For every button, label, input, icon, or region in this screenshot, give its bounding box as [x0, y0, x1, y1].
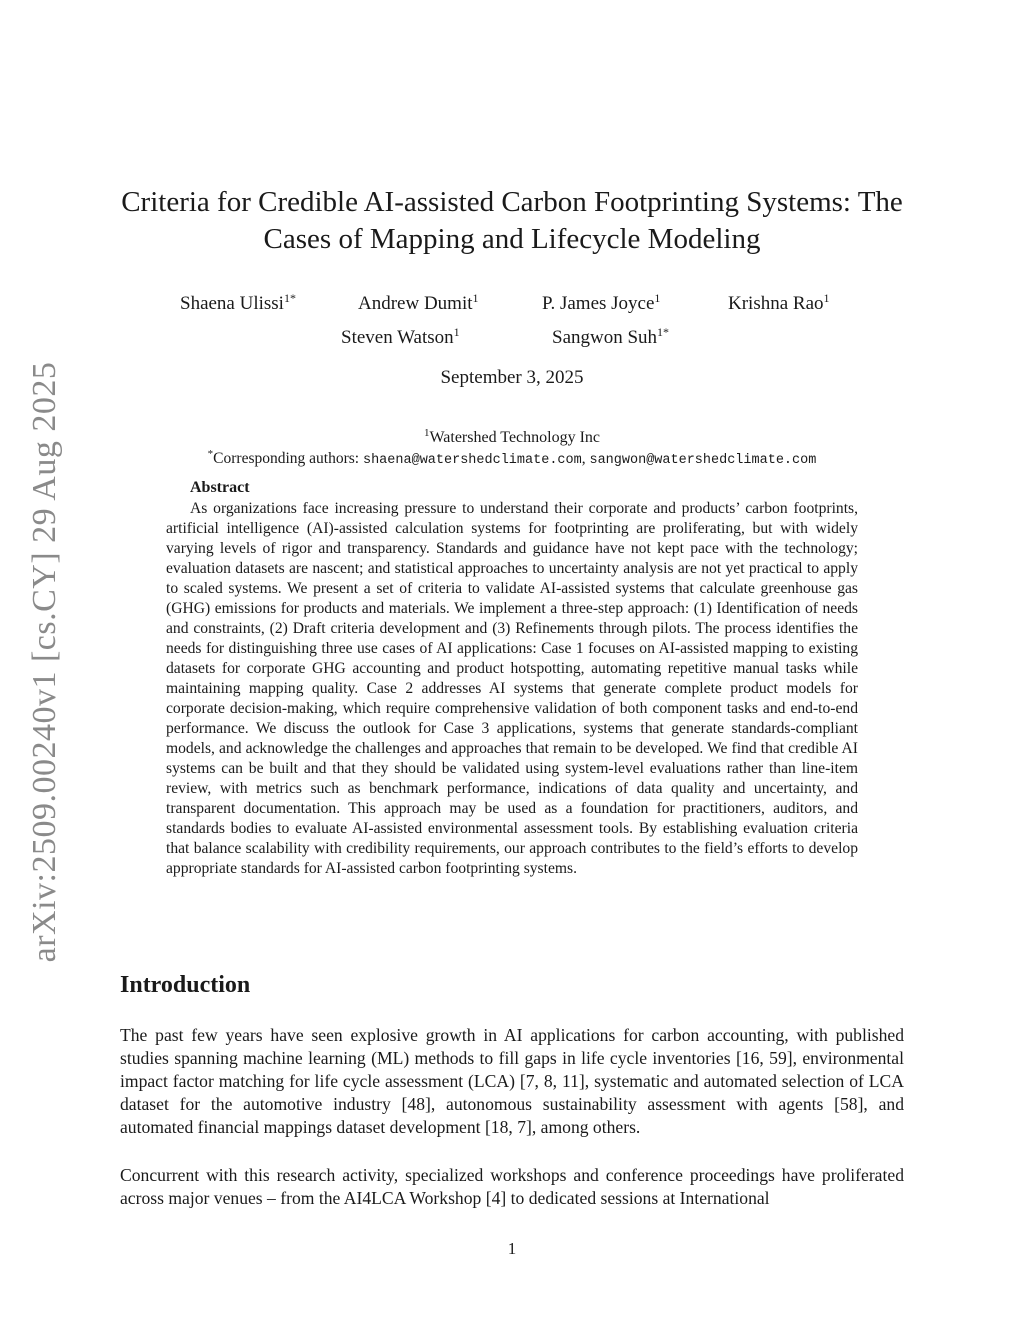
title-line-2: Cases of Mapping and Lifecycle Modeling — [263, 223, 761, 255]
author-name: Andrew Dumit — [358, 293, 473, 314]
corresponding-label: Corresponding authors: — [213, 450, 363, 467]
author — [358, 287, 479, 315]
title-line-1: Criteria for Credible AI-assisted Carbon Footprinting Systems: The — [121, 186, 903, 218]
author — [552, 321, 669, 349]
corresponding-authors — [0, 448, 1024, 468]
body-paragraph: Concurrent with this research activity, specialized workshops and conference proceedings have proliferated across major venues – from the AI4LCA Workshop [4] to dedicated sessions at International — [120, 1165, 904, 1208]
author-superscript: 1* — [283, 291, 296, 305]
author — [542, 287, 660, 315]
author — [728, 287, 830, 315]
author — [180, 287, 296, 315]
author-name: Sangwon Suh — [552, 327, 658, 348]
author-superscript: 1 — [453, 325, 460, 339]
author-superscript: 1* — [657, 325, 670, 339]
affiliation-text: Watershed Technology Inc — [429, 429, 601, 446]
section-heading-introduction: Introduction — [120, 972, 251, 998]
abstract-body: As organizations face increasing pressure to understand their corporate and products’ carbon footprints, artificial intelligence (AI)-assisted calculation systems for footprinting are proliferating, but with widely varying levels of rigor and transparency. Standards and guidance have not kept pace with the technology; evaluation datasets are nascent; and statistical approaches to uncertainty analysis are not yet practical to apply to scaled systems. We present a set of criteria to validate AI-assisted systems that calculate greenhouse gas (GHG) emissions for products and materials. We implement a three-step approach: (1) Identification of needs and constraints, (2) Draft criteria development and (3) Refinements through pilots. The process identifies the needs for distinguishing three use cases of AI applications: Case 1 focuses on AI-assisted mapping to existing datasets for corporate GHG accounting and product hotspotting, automating repetitive manual tasks while maintaining mapping quality. Case 2 addresses AI systems that generate complete product models for corporate decision-making, which require comprehensive validation of both component tasks and end-to-end performance. We discuss the outlook for Case 3 applications, systems that generate standards-compliant models, and acknowledge the challenges and approaches that remain to be developed. We find that credible AI systems can be built and that they should be validated using system-level evaluations rather than line-item review, with metrics such as benchmark performance, indications of data quality and uncertainty, and transparent documentation. This approach may be used as a foundation for practitioners, auditors, and standards bodies to evaluate AI-assisted environmental assessment tools. By establishing evaluation criteria that balance scalability with credibility requirements, our approach contributes to the field’s efforts to develop appropriate standards for AI-assisted carbon footprinting systems. — [166, 500, 858, 877]
email-link[interactable]: shaena@watershedclimate.com — [362, 453, 582, 468]
author-name: Shaena Ulissi — [180, 293, 284, 314]
email-separator: , — [581, 450, 590, 467]
page-number: 1 — [507, 1239, 517, 1258]
affiliation — [0, 427, 1024, 447]
arxiv-identifier: arXiv:2509.00240v1 [cs.CY] 29 Aug 2025 — [26, 361, 63, 963]
publication-date: September 3, 2025 — [440, 367, 584, 388]
author-name: Steven Watson — [341, 327, 454, 348]
paper-title — [100, 184, 924, 258]
author-name: Krishna Rao — [728, 293, 824, 314]
author-name: P. James Joyce — [542, 293, 655, 314]
email-link[interactable]: sangwon@watershedclimate.com — [589, 453, 817, 468]
author-superscript: 1 — [654, 291, 661, 305]
author-superscript: 1 — [823, 291, 830, 305]
affiliation-superscript: 1 — [423, 427, 430, 439]
author — [341, 321, 460, 349]
body-paragraph: The past few years have seen explosive growth in AI applications for carbon accounting, with published studies spanning machine learning (ML) methods to fill gaps in life cycle inventories [16, 59], environmental impact factor matching for life cycle assessment (LCA) [7, 8, 11], systematic and automated selection of LCA dataset for the automotive industry [48], autonomous sustainability assessment with agents [58], and automated financial mappings dataset development [18, 7], among others. — [120, 1025, 904, 1137]
corresponding-superscript: * — [207, 448, 214, 460]
abstract-heading: Abstract — [190, 479, 250, 496]
author-superscript: 1 — [472, 291, 479, 305]
